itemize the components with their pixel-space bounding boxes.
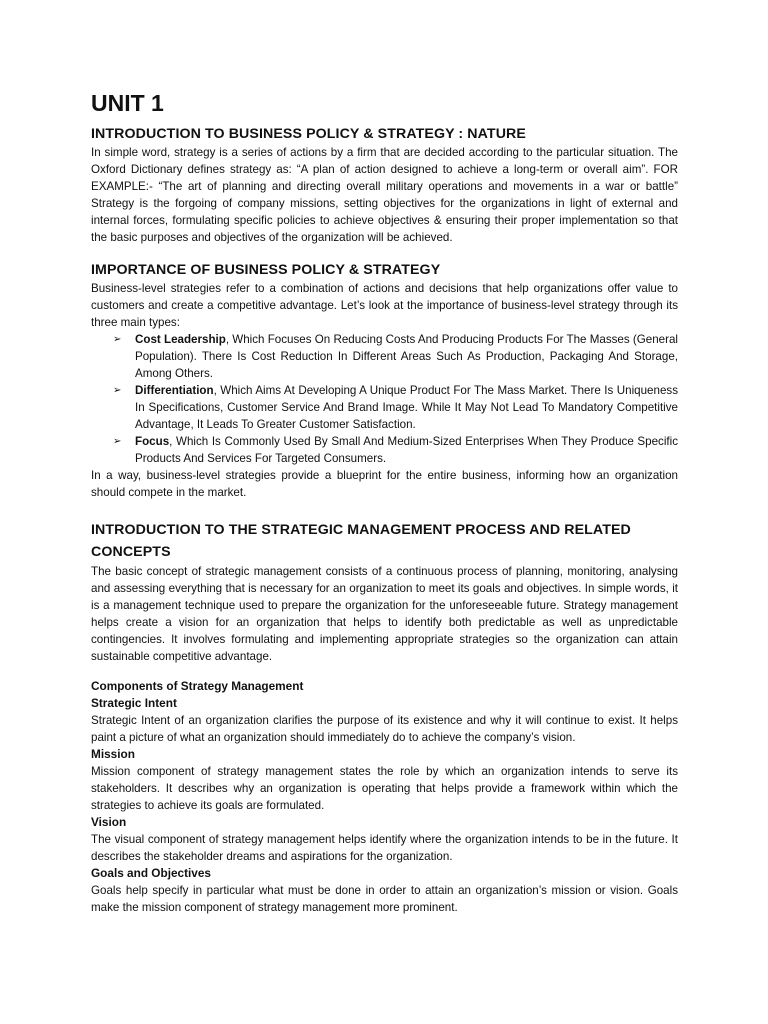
section2-intro: Business-level strategies refer to a combination of actions and decisions that help organizations offer value to customers and create a competitive advantage. Let’s look at the importance of business-level strategy through its three main types:: [91, 282, 678, 329]
section1-heading: INTRODUCTION TO BUSINESS POLICY & STRATEGY : NATURE: [91, 126, 526, 142]
arrow-bullet-icon: ➢: [113, 385, 122, 396]
section1-paragraph: In simple word, strategy is a series of actions by a firm that are decided according to the particular situation. The Oxford Dictionary defines strategy as: “A plan of action designed to achieve a long-term or overall aim”. FOR EXAMPLE:- “The art of planning and directing overall military operations and movements in a war or battle” Strategy is the forgoing of company missions, setting objectives for the organizations in light of external and internal forces, formulating specific policies to achieve objectives & ensuring their proper implementation so that the basic purposes and objectives of the organization will be achieved.: [91, 146, 678, 244]
list-item: [113, 433, 678, 467]
section2-closing: In a way, business-level strategies provide a blueprint for the entire business, informing how an organization should compete in the market.: [91, 469, 678, 499]
strategy-types-list: [91, 331, 678, 467]
section3-heading: INTRODUCTION TO THE STRATEGIC MANAGEMENT PROCESS AND RELATED CONCEPTS: [91, 522, 631, 560]
component-title-strategic-intent: Strategic Intent: [91, 696, 177, 710]
bullet-text: , Which Aims At Developing A Unique Product For The Mass Market. There Is Uniqueness In Specifications, Customer Service And Brand Image. While It May Not Lead To Mandatory Competitive Advantage, It Leads To Greater Customer Satisfaction.: [135, 384, 678, 431]
unit-title: UNIT 1: [91, 90, 164, 116]
component-title-mission: Mission: [91, 747, 135, 761]
bullet-term: Differentiation: [135, 384, 214, 397]
arrow-bullet-icon: ➢: [113, 436, 122, 447]
list-item: [113, 382, 678, 433]
component-text-mission: Mission component of strategy management states the role by which an organization intends to serve its stakeholders. It describes why an organization is operating that helps provide a framework within which the strategies to achieve its goals are formulated.: [91, 765, 678, 812]
components-heading: Components of Strategy Management: [91, 679, 304, 693]
bullet-text: , Which Is Commonly Used By Small And Medium-Sized Enterprises When They Produce Specific Products And Services For Targeted Consumers.: [135, 435, 678, 465]
section2-heading: IMPORTANCE OF BUSINESS POLICY & STRATEGY: [91, 262, 441, 278]
component-text-vision: The visual component of strategy management helps identify where the organization intends to be in the future. It describes the stakeholder dreams and aspirations for the organization.: [91, 833, 678, 863]
component-title-vision: Vision: [91, 815, 127, 829]
component-title-goals-objectives: Goals and Objectives: [91, 866, 211, 880]
arrow-bullet-icon: ➢: [113, 334, 122, 345]
bullet-term: Cost Leadership: [135, 333, 226, 346]
bullet-text: , Which Focuses On Reducing Costs And Producing Products For The Masses (General Population). There Is Cost Reduction In Different Areas Such As Production, Packaging And Storage, Among Others.: [135, 333, 678, 380]
component-text-goals-objectives: Goals help specify in particular what must be done in order to attain an organization’s mission or vision. Goals make the mission component of strategy management more prominent.: [91, 884, 678, 914]
section3-paragraph: The basic concept of strategic management consists of a continuous process of planning, monitoring, analysing and assessing everything that is necessary for an organization to meet its goals and objectives. In simple words, it is a management technique used to prepare the organization for the unforeseeable future. Strategy management helps create a vision for an organization that helps to identify both predictable as well as unpredictable contingencies. It involves formulating and implementing appropriate strategies so the organization can attain sustainable competitive advantage.: [91, 565, 678, 663]
component-text-strategic-intent: Strategic Intent of an organization clarifies the purpose of its existence and why it will continue to exist. It helps paint a picture of what an organization should immediately do to achieve the company’s vision.: [91, 714, 678, 744]
list-item: [113, 331, 678, 382]
bullet-term: Focus: [135, 435, 170, 448]
